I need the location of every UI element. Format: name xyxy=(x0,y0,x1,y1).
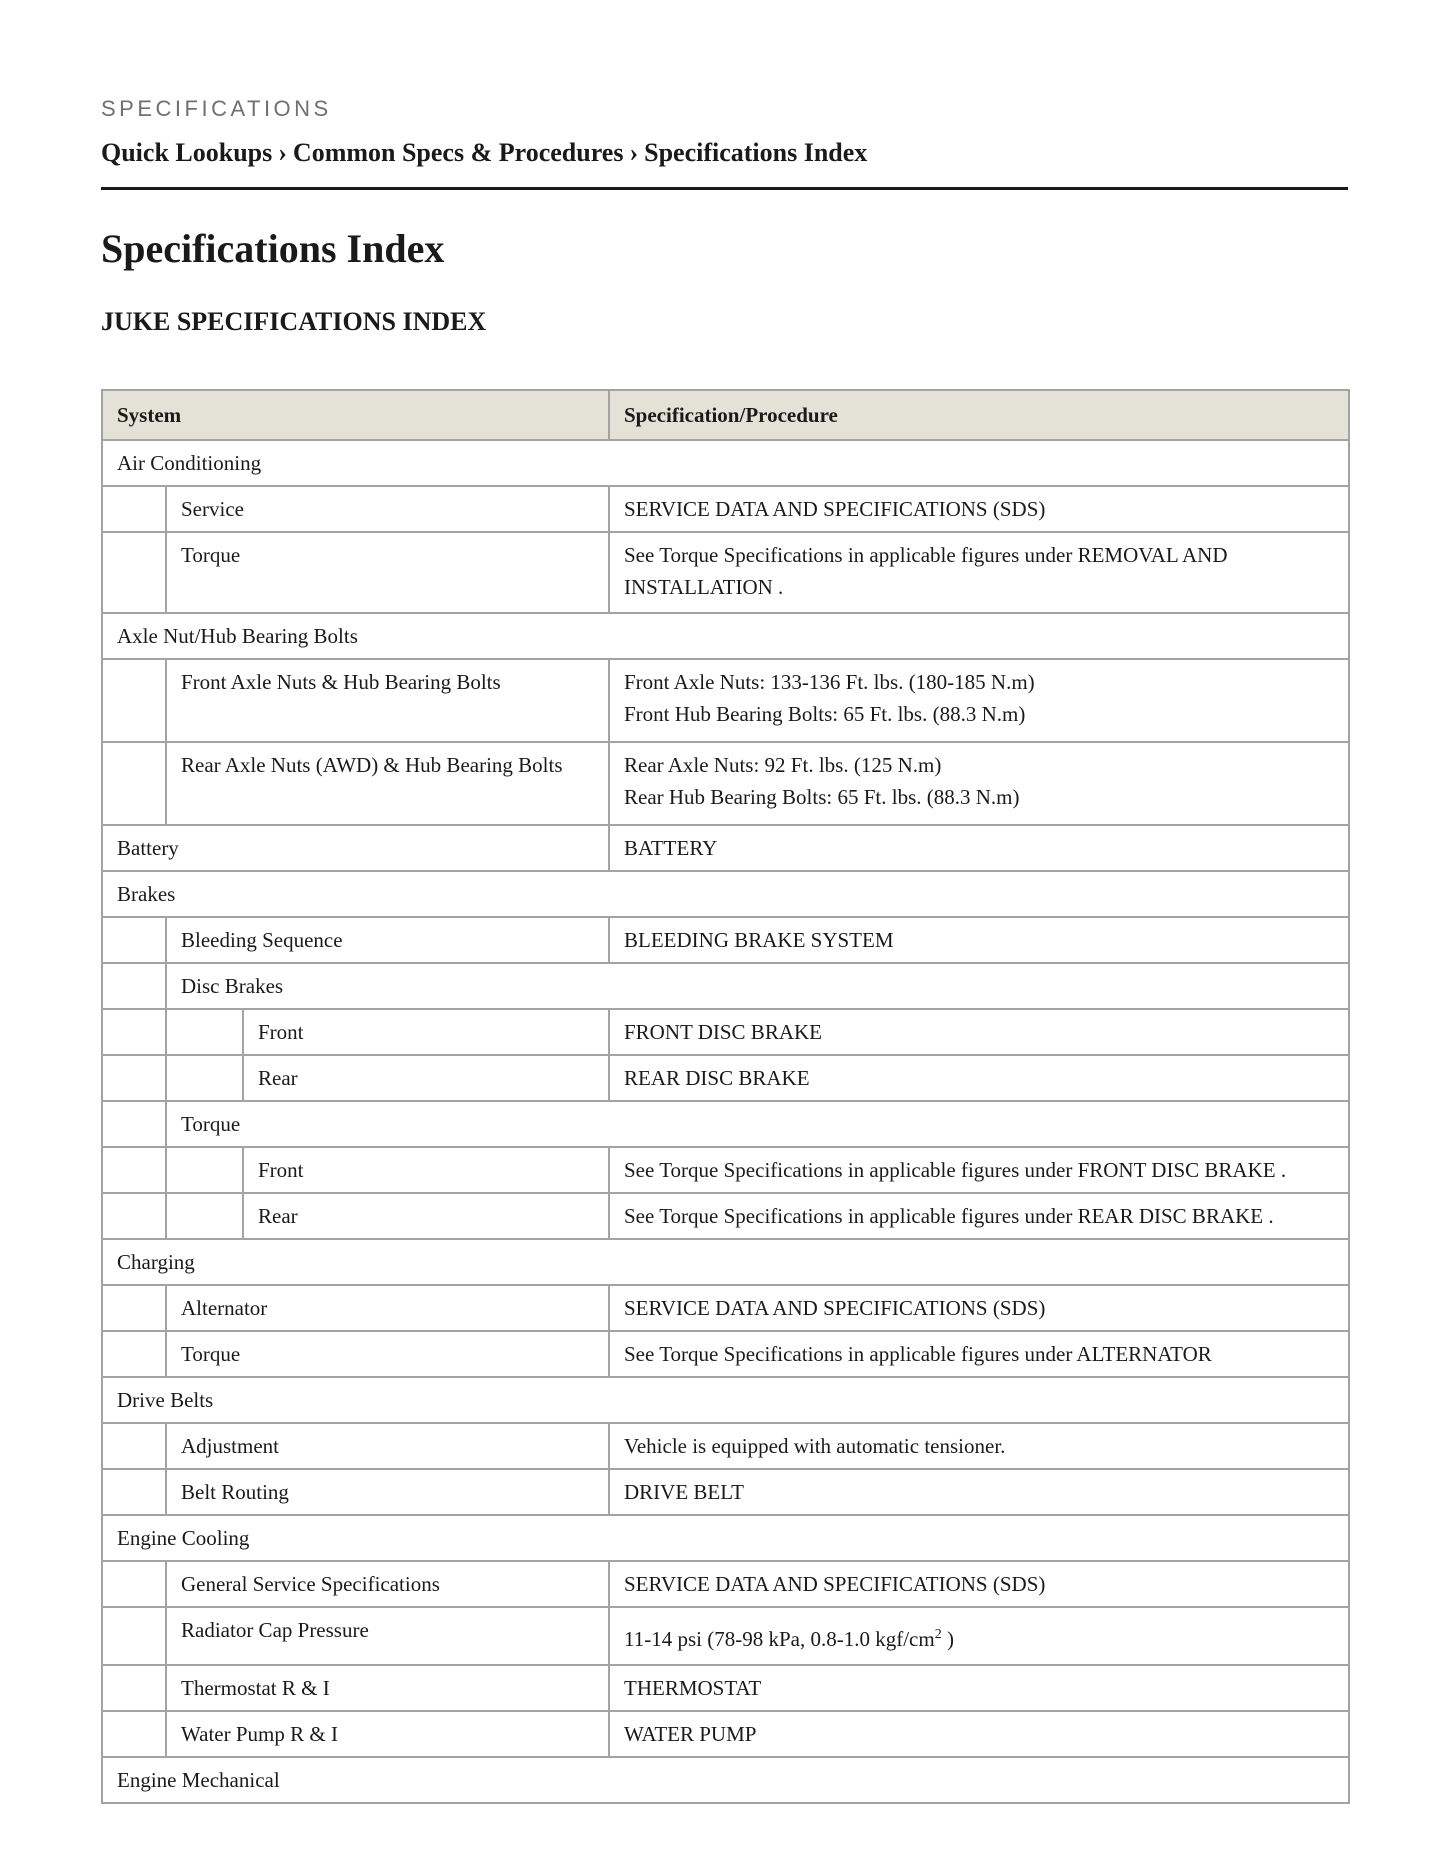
breadcrumb-item-specifications-index: Specifications Index xyxy=(644,138,868,167)
system-group-cell: Engine Cooling xyxy=(102,1515,1349,1561)
spec-line: Front Hub Bearing Bolts: 65 Ft. lbs. (88.3 N.m) xyxy=(624,702,1026,726)
spec-link[interactable]: THERMOSTAT xyxy=(609,1665,1349,1711)
table-row xyxy=(102,1515,1349,1561)
system-subgroup-cell: Disc Brakes xyxy=(166,963,1349,1009)
table-row xyxy=(102,1423,1349,1469)
table-row xyxy=(102,742,1349,825)
table-row xyxy=(102,613,1349,659)
spec-cell: See Torque Specifications in applicable figures under FRONT DISC BRAKE . xyxy=(609,1147,1349,1193)
spec-link[interactable]: SERVICE DATA AND SPECIFICATIONS (SDS) xyxy=(609,486,1349,532)
table-row xyxy=(102,1285,1349,1331)
page-title: Specifications Index xyxy=(101,226,445,271)
system-cell: General Service Specifications xyxy=(166,1561,609,1607)
system-cell: Bleeding Sequence xyxy=(166,917,609,963)
table-row xyxy=(102,1757,1349,1803)
indent-cell xyxy=(102,742,166,825)
table-row xyxy=(102,659,1349,742)
spec-line: Rear Hub Bearing Bolts: 65 Ft. lbs. (88.3 N.m) xyxy=(624,785,1020,809)
system-cell: Thermostat R & I xyxy=(166,1665,609,1711)
indent-cell xyxy=(102,659,166,742)
system-cell: Torque xyxy=(166,1331,609,1377)
system-cell: Service xyxy=(166,486,609,532)
indent-cell xyxy=(102,917,166,963)
spec-cell xyxy=(609,742,1349,825)
spec-cell xyxy=(609,659,1349,742)
table-row xyxy=(102,440,1349,486)
header-divider xyxy=(101,187,1348,190)
system-cell: Torque xyxy=(166,532,609,613)
system-group-cell: Drive Belts xyxy=(102,1377,1349,1423)
breadcrumb xyxy=(101,138,867,168)
system-cell: Belt Routing xyxy=(166,1469,609,1515)
spec-cell: See Torque Specifications in applicable figures under ALTERNATOR xyxy=(609,1331,1349,1377)
table-row xyxy=(102,1009,1349,1055)
spec-line: Rear Axle Nuts: 92 Ft. lbs. (125 N.m) xyxy=(624,753,942,777)
spec-cell: Vehicle is equipped with automatic tensioner. xyxy=(609,1423,1349,1469)
system-group-cell: Brakes xyxy=(102,871,1349,917)
table-row xyxy=(102,1193,1349,1239)
column-header-specification: Specification/Procedure xyxy=(609,390,1349,440)
spec-link[interactable]: SERVICE DATA AND SPECIFICATIONS (SDS) xyxy=(609,1561,1349,1607)
table-row xyxy=(102,1101,1349,1147)
indent-cell xyxy=(166,1055,243,1101)
spec-text: ) xyxy=(941,1627,954,1651)
system-cell: Alternator xyxy=(166,1285,609,1331)
breadcrumb-separator: › xyxy=(278,138,287,167)
system-subgroup-cell: Torque xyxy=(166,1101,1349,1147)
indent-cell xyxy=(102,532,166,613)
indent-cell xyxy=(166,1193,243,1239)
spec-cell: See Torque Specifications in applicable figures under REMOVAL AND INSTALLATION . xyxy=(609,532,1349,613)
table-row xyxy=(102,1665,1349,1711)
table-row xyxy=(102,825,1349,871)
table-row xyxy=(102,1607,1349,1665)
indent-cell xyxy=(102,1193,166,1239)
system-cell: Rear xyxy=(243,1193,609,1239)
indent-cell xyxy=(102,1009,166,1055)
indent-cell xyxy=(102,1665,166,1711)
table-row xyxy=(102,871,1349,917)
table-row xyxy=(102,1239,1349,1285)
spec-cell xyxy=(609,1607,1349,1665)
spec-link[interactable]: SERVICE DATA AND SPECIFICATIONS (SDS) xyxy=(609,1285,1349,1331)
indent-cell xyxy=(166,1147,243,1193)
table-header-row xyxy=(102,390,1349,440)
spec-link[interactable]: BATTERY xyxy=(609,825,1349,871)
breadcrumb-item-common-specs[interactable]: Common Specs & Procedures xyxy=(292,138,624,167)
indent-cell xyxy=(102,1147,166,1193)
system-group-cell: Axle Nut/Hub Bearing Bolts xyxy=(102,613,1349,659)
spec-link[interactable]: REAR DISC BRAKE xyxy=(609,1055,1349,1101)
indent-cell xyxy=(102,1055,166,1101)
table-row xyxy=(102,1561,1349,1607)
system-cell: Rear xyxy=(243,1055,609,1101)
spec-link[interactable]: DRIVE BELT xyxy=(609,1469,1349,1515)
indent-cell xyxy=(102,1711,166,1757)
table-row xyxy=(102,1469,1349,1515)
table-row xyxy=(102,1055,1349,1101)
spec-link[interactable]: WATER PUMP xyxy=(609,1711,1349,1757)
indent-cell xyxy=(102,1285,166,1331)
indent-cell xyxy=(102,1469,166,1515)
system-group-cell: Engine Mechanical xyxy=(102,1757,1349,1803)
system-cell: Adjustment xyxy=(166,1423,609,1469)
table-row xyxy=(102,1331,1349,1377)
system-cell: Battery xyxy=(102,825,609,871)
system-group-cell: Air Conditioning xyxy=(102,440,1349,486)
system-cell: Front xyxy=(243,1009,609,1055)
spec-line: Front Axle Nuts: 133-136 Ft. lbs. (180-185 N.m) xyxy=(624,670,1035,694)
system-cell: Rear Axle Nuts (AWD) & Hub Bearing Bolts xyxy=(166,742,609,825)
spec-link[interactable]: BLEEDING BRAKE SYSTEM xyxy=(609,917,1349,963)
section-label: SPECIFICATIONS xyxy=(101,96,332,121)
table-row xyxy=(102,1377,1349,1423)
indent-cell xyxy=(166,1009,243,1055)
system-cell: Front Axle Nuts & Hub Bearing Bolts xyxy=(166,659,609,742)
breadcrumb-item-quick-lookups[interactable]: Quick Lookups xyxy=(101,138,273,167)
system-cell: Water Pump R & I xyxy=(166,1711,609,1757)
table-row xyxy=(102,486,1349,532)
specifications-table xyxy=(101,389,1350,1804)
superscript: 2 xyxy=(934,1627,942,1642)
spec-cell: See Torque Specifications in applicable figures under REAR DISC BRAKE . xyxy=(609,1193,1349,1239)
system-group-cell: Charging xyxy=(102,1239,1349,1285)
spec-text: 11-14 psi (78-98 kPa, 0.8-1.0 kgf/cm xyxy=(624,1627,935,1651)
column-header-system: System xyxy=(102,390,609,440)
system-cell: Front xyxy=(243,1147,609,1193)
table-row xyxy=(102,917,1349,963)
page-subtitle: JUKE SPECIFICATIONS INDEX xyxy=(101,307,487,336)
indent-cell xyxy=(102,486,166,532)
table-row xyxy=(102,963,1349,1009)
indent-cell xyxy=(102,963,166,1009)
indent-cell xyxy=(102,1331,166,1377)
table-row xyxy=(102,532,1349,613)
indent-cell xyxy=(102,1423,166,1469)
spec-link[interactable]: FRONT DISC BRAKE xyxy=(609,1009,1349,1055)
indent-cell xyxy=(102,1101,166,1147)
table-row xyxy=(102,1147,1349,1193)
indent-cell xyxy=(102,1561,166,1607)
system-cell: Radiator Cap Pressure xyxy=(166,1607,609,1665)
indent-cell xyxy=(102,1607,166,1665)
breadcrumb-separator: › xyxy=(629,138,639,167)
table-row xyxy=(102,1711,1349,1757)
